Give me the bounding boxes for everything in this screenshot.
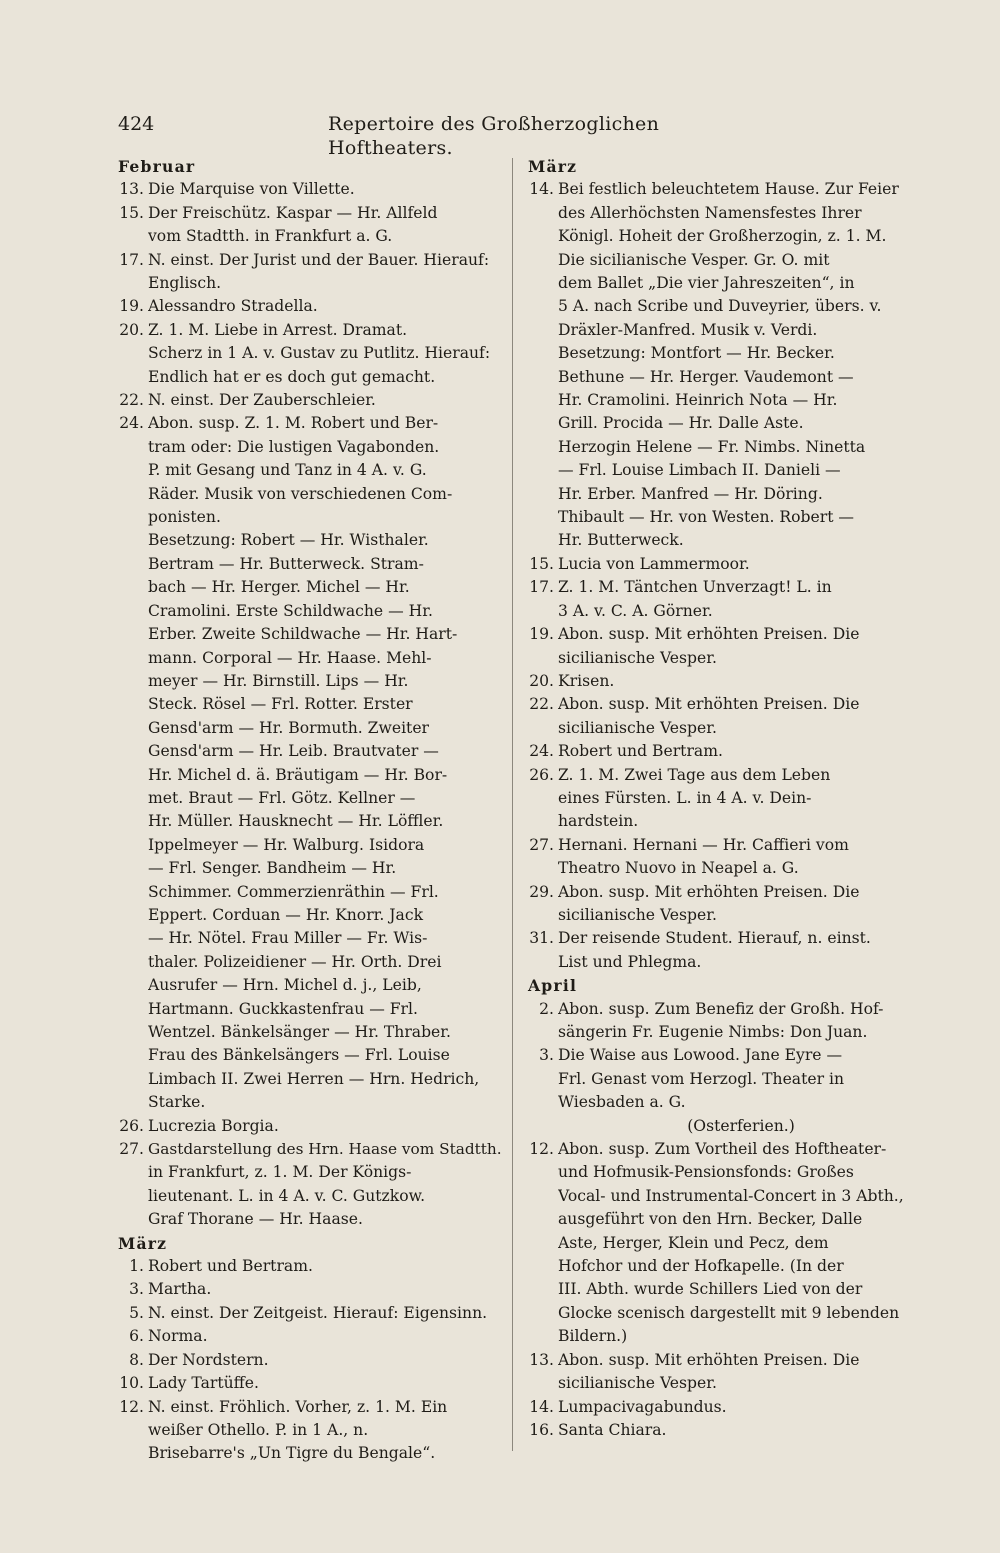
entry-line: Abon. susp. Mit erhöhten Preisen. Die (558, 1350, 860, 1369)
entry-date: 3. (129, 1280, 144, 1299)
performance-entry (118, 1115, 502, 1138)
entry-date: 14. (529, 1397, 554, 1416)
performance-entry (528, 1044, 924, 1138)
entry-line: Ausrufer — Hrn. Michel d. j., Leib, (148, 976, 422, 995)
entry-line: weißer Othello. P. in 1 A., n. (148, 1420, 369, 1439)
entry-line: Besetzung: Montfort — Hr. Becker. (558, 344, 835, 363)
entry-date: 12. (119, 1397, 144, 1416)
entry-line: Bertram — Hr. Butterweck. Stram- (148, 554, 424, 573)
entry-line: Martha. (148, 1280, 212, 1299)
entry-line: Hr. Müller. Hausknecht — Hr. Löffler. (148, 812, 444, 831)
entry-line: Grill. Procida — Hr. Dalle Aste. (558, 414, 804, 433)
entry-line: Die Waise aus Lowood. Jane Eyre — (558, 1046, 843, 1065)
entry-date: 1. (129, 1257, 144, 1276)
entry-line: N. einst. Der Jurist und der Bauer. Hierauf: (148, 250, 490, 269)
entry-date: 19. (529, 625, 554, 644)
performance-entry (528, 178, 924, 553)
performance-entry (118, 1302, 502, 1325)
entry-line: Abon. susp. Zum Vortheil des Hoftheater- (558, 1140, 887, 1159)
entry-line: Dräxler-Manfred. Musik v. Verdi. (558, 320, 818, 339)
entry-line: Hr. Butterweck. (558, 531, 684, 550)
entry-line: Hofchor und der Hofkapelle. (In der (558, 1257, 844, 1276)
entry-line: sicilianische Vesper. (558, 718, 717, 737)
entry-line: Limbach II. Zwei Herren — Hrn. Hedrich, (148, 1069, 480, 1088)
entry-line: vom Stadtth. in Frankfurt a. G. (148, 227, 393, 246)
entry-date: 20. (529, 671, 554, 690)
entry-line: Abon. susp. Z. 1. M. Robert und Ber- (148, 414, 439, 433)
entry-line: Hr. Cramolini. Heinrich Nota — Hr. (558, 391, 838, 410)
performance-entry (528, 670, 924, 693)
entry-line: Frl. Genast vom Herzogl. Theater in (558, 1069, 845, 1088)
entry-line: Ippelmeyer — Hr. Walburg. Isidora (148, 835, 425, 854)
entry-line: Brisebarre's „Un Tigre du Bengale“. (148, 1444, 436, 1463)
entry-line: Die sicilianische Vesper. Gr. O. mit (558, 250, 830, 269)
entry-line: und Hofmusik-Pensionsfonds: Großes (558, 1163, 854, 1182)
entry-line: Bildern.) (558, 1327, 628, 1346)
performance-entry (118, 1138, 502, 1232)
performance-entry (528, 576, 924, 623)
entry-line: III. Abth. wurde Schillers Lied von der (558, 1280, 863, 1299)
entry-line: ponisten. (148, 508, 221, 527)
entry-date: 22. (529, 695, 554, 714)
entry-line: P. mit Gesang und Tanz in 4 A. v. G. (148, 461, 427, 480)
performance-entry (528, 998, 924, 1045)
entry-line: Theatro Nuovo in Neapel a. G. (558, 859, 799, 878)
entry-line: Der reisende Student. Hierauf, n. einst. (558, 929, 871, 948)
entry-line: tram oder: Die lustigen Vagabonden. (148, 437, 440, 456)
page-number: 424 (118, 113, 155, 135)
entry-date: 10. (119, 1374, 144, 1393)
right-column (528, 155, 924, 1442)
entry-line: Der Freischütz. Kaspar — Hr. Allfeld (148, 203, 438, 222)
entry-line: Z. 1. M. Liebe in Arrest. Dramat. (148, 320, 408, 339)
entry-line: N. einst. Fröhlich. Vorher, z. 1. M. Ein (148, 1397, 448, 1416)
entry-date: 12. (529, 1140, 554, 1159)
entry-line: Erber. Zweite Schildwache — Hr. Hart- (148, 625, 458, 644)
entry-line: sicilianische Vesper. (558, 905, 717, 924)
performance-entry (118, 202, 502, 249)
performance-entry (528, 834, 924, 881)
month-heading: Februar (118, 157, 196, 176)
entry-line: Herzogin Helene — Fr. Nimbs. Ninetta (558, 437, 866, 456)
entry-line: Z. 1. M. Täntchen Unverzagt! L. in (558, 578, 832, 597)
entry-line: Eppert. Corduan — Hr. Knorr. Jack (148, 905, 424, 924)
entry-date: 13. (529, 1350, 554, 1369)
entry-line: — Hr. Nötel. Frau Miller — Fr. Wis- (148, 929, 428, 948)
month-heading: März (118, 1233, 168, 1253)
entry-line: Norma. (148, 1327, 208, 1346)
month-heading: März (528, 157, 578, 176)
month-heading: April (528, 976, 578, 996)
entry-date: 20. (119, 320, 144, 339)
entry-line: Gastdarstellung des Hrn. Haase vom Stadtth. (148, 1140, 502, 1159)
entry-date: 27. (119, 1140, 144, 1159)
performance-entry (118, 389, 502, 412)
entry-line: Wentzel. Bänkelsänger — Hr. Thraber. (148, 1023, 451, 1042)
performance-entry (118, 1325, 502, 1348)
entry-line: Robert und Bertram. (558, 742, 723, 761)
entry-date: 26. (529, 765, 554, 784)
performance-entry (528, 1396, 924, 1419)
entry-line: eines Fürsten. L. in 4 A. v. Dein- (558, 788, 812, 807)
performance-entry (118, 249, 502, 296)
entry-line: met. Braut — Frl. Götz. Kellner — (148, 788, 416, 807)
entry-line: dem Ballet „Die vier Jahreszeiten“, in (558, 274, 855, 293)
entry-line: Lucrezia Borgia. (148, 1116, 279, 1135)
performance-entry (528, 623, 924, 670)
entry-date: 17. (529, 578, 554, 597)
entry-line: Graf Thorane — Hr. Haase. (148, 1210, 363, 1229)
entry-date: 31. (529, 929, 554, 948)
performance-entry (528, 764, 924, 834)
entry-line: Z. 1. M. Zwei Tage aus dem Leben (558, 765, 831, 784)
performance-entry (528, 927, 924, 974)
entry-line: Bethune — Hr. Herger. Vaudemont — (558, 367, 854, 386)
entry-line: Starke. (148, 1093, 206, 1112)
entry-line: in Frankfurt, z. 1. M. Der Königs- (148, 1163, 412, 1182)
performance-entry (528, 693, 924, 740)
entry-line: hardstein. (558, 812, 639, 831)
entry-line: ausgeführt von den Hrn. Becker, Dalle (558, 1210, 863, 1229)
entry-date: 16. (529, 1420, 554, 1439)
entry-date: 15. (119, 203, 144, 222)
performance-entry (118, 295, 502, 318)
performance-entry (118, 1349, 502, 1372)
entry-line: Gensd'arm — Hr. Bormuth. Zweiter (148, 718, 429, 737)
entry-line: bach — Hr. Herger. Michel — Hr. (148, 578, 410, 597)
performance-entry (528, 1138, 924, 1349)
entry-line: lieutenant. L. in 4 A. v. C. Gutzkow. (148, 1186, 426, 1205)
entry-line: Der Nordstern. (148, 1350, 269, 1369)
entry-line: List und Phlegma. (558, 952, 702, 971)
entry-date: 24. (529, 742, 554, 761)
performance-entry (118, 1372, 502, 1395)
entry-date: 26. (119, 1116, 144, 1135)
performance-entry (528, 740, 924, 763)
performance-entry (528, 553, 924, 576)
entry-line: Englisch. (148, 274, 222, 293)
entry-line: Lumpacivagabundus. (558, 1397, 727, 1416)
entry-line: meyer — Hr. Birnstill. Lips — Hr. (148, 671, 409, 690)
entry-line: thaler. Polizeidiener — Hr. Orth. Drei (148, 952, 442, 971)
running-title: Repertoire des Großherzoglichen Hoftheaters. (328, 113, 660, 159)
entry-line: Vocal- und Instrumental-Concert in 3 Abth., (558, 1186, 904, 1205)
entry-line: Abon. susp. Mit erhöhten Preisen. Die (558, 695, 860, 714)
performance-entry (528, 1349, 924, 1396)
entry-line: Glocke scenisch dargestellt mit 9 lebenden (558, 1303, 900, 1322)
entry-date: 3. (539, 1046, 554, 1065)
left-column (118, 155, 502, 1466)
entry-line: Besetzung: Robert — Hr. Wisthaler. (148, 531, 429, 550)
entry-line: Santa Chiara. (558, 1420, 667, 1439)
entry-line: Scherz in 1 A. v. Gustav zu Putlitz. Hierauf: (148, 344, 491, 363)
entry-date: 15. (529, 554, 554, 573)
entry-line: Endlich hat er es doch gut gemacht. (148, 367, 436, 386)
entry-date: 13. (119, 180, 144, 199)
entry-date: 29. (529, 882, 554, 901)
entry-date: 19. (119, 297, 144, 316)
performance-entry (118, 178, 502, 201)
entry-line: Hr. Michel d. ä. Bräutigam — Hr. Bor- (148, 765, 448, 784)
entry-line: N. einst. Der Zeitgeist. Hierauf: Eigensinn. (148, 1303, 488, 1322)
entry-date: 17. (119, 250, 144, 269)
entry-line: sicilianische Vesper. (558, 648, 717, 667)
entry-line: Aste, Herger, Klein und Pecz, dem (558, 1233, 829, 1252)
entry-line: Gensd'arm — Hr. Leib. Brautvater — (148, 742, 439, 761)
entry-line: Hr. Erber. Manfred — Hr. Döring. (558, 484, 823, 503)
entry-line: Alessandro Stradella. (148, 297, 318, 316)
entry-line: 3 A. v. C. A. Görner. (558, 601, 713, 620)
entry-line: Wiesbaden a. G. (558, 1093, 686, 1112)
entry-line: mann. Corporal — Hr. Haase. Mehl- (148, 648, 432, 667)
entry-line: Die Marquise von Villette. (148, 180, 355, 199)
entry-line: sicilianische Vesper. (558, 1374, 717, 1393)
entry-line: sängerin Fr. Eugenie Nimbs: Don Juan. (558, 1023, 868, 1041)
performance-entry (118, 1278, 502, 1301)
column-divider (512, 158, 513, 1451)
performance-entry (528, 881, 924, 928)
entry-date: 5. (129, 1303, 144, 1322)
performance-entry (118, 1255, 502, 1278)
entry-line: Steck. Rösel — Frl. Rotter. Erster (148, 695, 413, 714)
entry-line: Krisen. (558, 671, 615, 690)
entry-line: 5 A. nach Scribe und Duveyrier, übers. v. (558, 297, 882, 316)
entry-date: 27. (529, 835, 554, 854)
entry-line: Lucia von Lammermoor. (558, 554, 750, 573)
entry-line: Hartmann. Guckkastenfrau — Frl. (148, 999, 418, 1018)
entry-line: Königl. Hoheit der Großherzogin, z. 1. M. (558, 227, 887, 246)
entry-date: 24. (119, 414, 144, 433)
entry-line: Abon. susp. Mit erhöhten Preisen. Die (558, 882, 860, 901)
entry-date: 8. (129, 1350, 144, 1369)
performance-entry (118, 412, 502, 1114)
performance-entry (118, 1396, 502, 1466)
entry-line: Thibault — Hr. von Westen. Robert — (558, 508, 855, 527)
entry-line: Hernani. Hernani — Hr. Caffieri vom (558, 835, 849, 854)
entry-date: 2. (539, 999, 554, 1018)
entry-line: Räder. Musik von verschiedenen Com- (148, 484, 453, 503)
entry-line: Bei festlich beleuchtetem Hause. Zur Feier (558, 180, 899, 199)
entry-date: 22. (119, 391, 144, 410)
entry-line: Robert und Bertram. (148, 1257, 313, 1276)
entry-line: — Frl. Senger. Bandheim — Hr. (148, 859, 397, 878)
performance-entry (118, 319, 502, 389)
entry-line: N. einst. Der Zauberschleier. (148, 391, 376, 410)
performance-entry (528, 1419, 924, 1442)
entry-line: Cramolini. Erste Schildwache — Hr. (148, 601, 433, 620)
entry-line: Abon. susp. Zum Benefiz der Großh. Hof- (558, 999, 884, 1018)
entry-line: Frau des Bänkelsängers — Frl. Louise (148, 1046, 450, 1065)
entry-line: Schimmer. Commerzienräthin — Frl. (148, 882, 439, 901)
entry-line: Abon. susp. Mit erhöhten Preisen. Die (558, 625, 860, 644)
entry-date: 6. (129, 1327, 144, 1346)
entry-line: (Osterferien.) (687, 1116, 795, 1135)
entry-line: — Frl. Louise Limbach II. Danieli — (558, 461, 841, 480)
entry-line: des Allerhöchsten Namensfestes Ihrer (558, 203, 862, 222)
entry-date: 14. (529, 180, 554, 199)
entry-line: Lady Tartüffe. (148, 1374, 259, 1393)
